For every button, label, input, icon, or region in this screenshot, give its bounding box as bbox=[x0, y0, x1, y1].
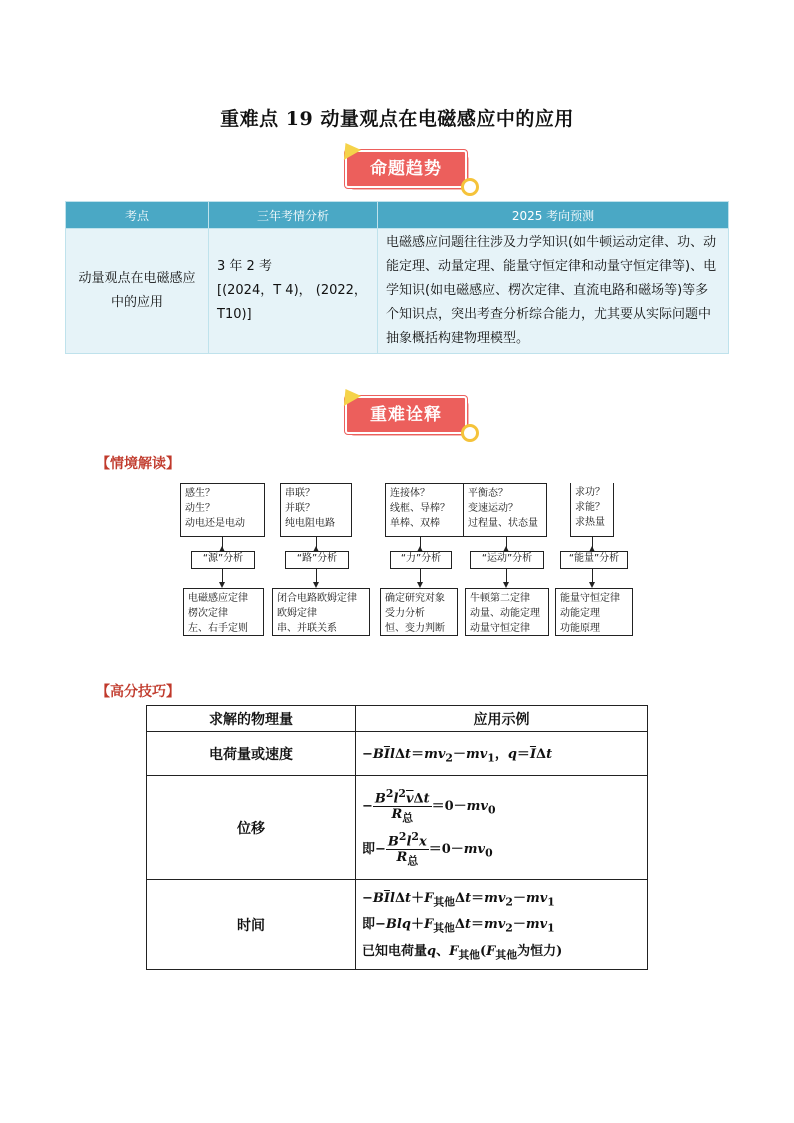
flow-label: “力”分析 bbox=[390, 551, 452, 569]
flow-text: 动量守恒定律 bbox=[470, 623, 530, 634]
flow-text: 过程量、状态量 bbox=[468, 518, 538, 529]
note-suffix: 为恒力) bbox=[517, 943, 563, 959]
sub-other: 其他 bbox=[433, 921, 455, 935]
flow-label: “路”分析 bbox=[285, 551, 349, 569]
flow-top-box bbox=[280, 483, 352, 537]
trend-cell-topic: 动量观点在电磁感应中的应用 bbox=[66, 229, 209, 354]
ring-icon bbox=[461, 178, 479, 196]
badge-trend-label: 命题趋势 bbox=[345, 150, 467, 188]
trend-header-topic: 考点 bbox=[66, 202, 209, 229]
ring-icon bbox=[461, 424, 479, 442]
prefix-ji: 即 bbox=[362, 917, 376, 933]
flow-bottom-box bbox=[183, 588, 264, 636]
skill-formula-time: $-B\overline{I}l\Delta t+F_{其他}\Delta t=mv_2-mv_1$ 即$-Blq+F_{其他}\Delta t=mv_2-mv_1$ 已知电荷量q、$F_{其他}(F_{其他}$为恒力) bbox=[356, 880, 648, 970]
section-skill-title: 【高分技巧】 bbox=[96, 684, 180, 700]
flow-text: 欧姆定律 bbox=[277, 608, 317, 619]
flow-label: “源”分析 bbox=[191, 551, 255, 569]
sub-other: 其他 bbox=[495, 948, 518, 962]
flow-top-box bbox=[570, 483, 614, 537]
badge-explain bbox=[345, 396, 475, 440]
skill-formula-displacement: − $\frac{B^2l^2\overline{v}\Delta t}{R_总}$ $=0-mv_0$ 即− $\frac{B^2l^2x}{R_总}$ $=0-mv_0$ bbox=[356, 776, 648, 880]
skill-row-name: 位移 bbox=[147, 776, 356, 880]
flow-text: 闭合电路欧姆定律 bbox=[277, 593, 357, 604]
flow-top-box bbox=[385, 483, 465, 537]
flow-text: 平衡态？ bbox=[468, 488, 508, 499]
page-title: 重难点 19 动量观点在电磁感应中的应用 bbox=[220, 108, 574, 130]
flow-text: 动生？ bbox=[185, 503, 215, 514]
skill-header-example: 应用示例 bbox=[356, 706, 648, 732]
skill-formula-charge: $-B\overline{I}l\Delta t=mv_2-mv_1$，$q=\overline{I}\Delta t$ bbox=[356, 732, 648, 776]
flow-text: 纯电阻电路 bbox=[285, 518, 335, 529]
flow-top-box bbox=[180, 483, 265, 537]
skill-header-quantity: 求解的物理量 bbox=[147, 706, 356, 732]
flow-text: 电磁感应定律 bbox=[188, 593, 248, 604]
skill-row-name: 时间 bbox=[147, 880, 356, 970]
flow-text: 求功？ bbox=[575, 487, 605, 498]
flow-text: 感生？ bbox=[185, 488, 215, 499]
flow-text: 求能？ bbox=[575, 502, 605, 513]
section-context-title: 【情境解读】 bbox=[96, 456, 180, 472]
skill-table bbox=[146, 705, 648, 970]
flow-text: 确定研究对象 bbox=[385, 593, 445, 604]
flow-text: 求热量 bbox=[575, 517, 605, 528]
flow-text: 连接体？ bbox=[390, 488, 430, 499]
trend-analysis-line2: [(2024，T 4)， (2022，T10)] bbox=[217, 283, 367, 322]
badge-trend bbox=[345, 150, 475, 194]
flow-bottom-box bbox=[555, 588, 633, 636]
flow-bottom-box bbox=[380, 588, 458, 636]
sub-other: 其他 bbox=[433, 895, 455, 909]
note-prefix: 已知电荷量 bbox=[362, 943, 428, 959]
flow-text: 动量、动能定理 bbox=[470, 608, 540, 619]
flow-text: 串、并联关系 bbox=[277, 623, 337, 634]
flow-text: 串联？ bbox=[285, 488, 315, 499]
flow-top-box bbox=[463, 483, 547, 537]
flow-bottom-box bbox=[465, 588, 549, 636]
flow-label: “运动”分析 bbox=[470, 551, 544, 569]
flow-text: 功能原理 bbox=[560, 623, 600, 634]
trend-cell-analysis bbox=[209, 229, 378, 354]
flow-text: 恒、变力判断 bbox=[385, 623, 445, 634]
flow-text: 楞次定律 bbox=[188, 608, 228, 619]
badge-explain-label: 重难诠释 bbox=[345, 396, 467, 434]
flow-text: 左、右手定则 bbox=[188, 623, 248, 634]
sub-total: 总 bbox=[407, 854, 419, 868]
flow-text: 受力分析 bbox=[385, 608, 425, 619]
trend-header-forecast: 2025 考向预测 bbox=[378, 202, 729, 229]
skill-row-name: 电荷量或速度 bbox=[147, 732, 356, 776]
flow-label: “能量”分析 bbox=[560, 551, 628, 569]
sub-other: 其他 bbox=[458, 948, 481, 962]
trend-table bbox=[65, 201, 729, 354]
flow-text: 单棒、双棒 bbox=[390, 518, 440, 529]
flow-text: 动电还是电动 bbox=[185, 518, 245, 529]
prefix-ji: 即 bbox=[362, 841, 376, 857]
flow-text: 并联？ bbox=[285, 503, 315, 514]
flow-text: 能量守恒定律 bbox=[560, 593, 620, 604]
flow-text: 动能定理 bbox=[560, 608, 600, 619]
trend-cell-forecast: 电磁感应问题往往涉及力学知识(如牛顿运动定律、功、动能定理、动量定理、能量守恒定律和动量守恒定律等)、电学知识(如电磁感应、楞次定律、直流电路和磁场等)等多个知识点，突出考查分析综合能力，尤其要从实际问题中抽象概括构建物理模型。 bbox=[378, 229, 729, 354]
flow-text: 牛顿第二定律 bbox=[470, 593, 530, 604]
sub-total: 总 bbox=[402, 811, 414, 825]
trend-analysis-line1: 3 年 2 考 bbox=[217, 259, 272, 274]
trend-header-analysis: 三年考情分析 bbox=[209, 202, 378, 229]
flow-text: 变速运动？ bbox=[468, 503, 518, 514]
flow-bottom-box bbox=[272, 588, 370, 636]
flow-text: 线框、导棒？ bbox=[390, 503, 450, 514]
